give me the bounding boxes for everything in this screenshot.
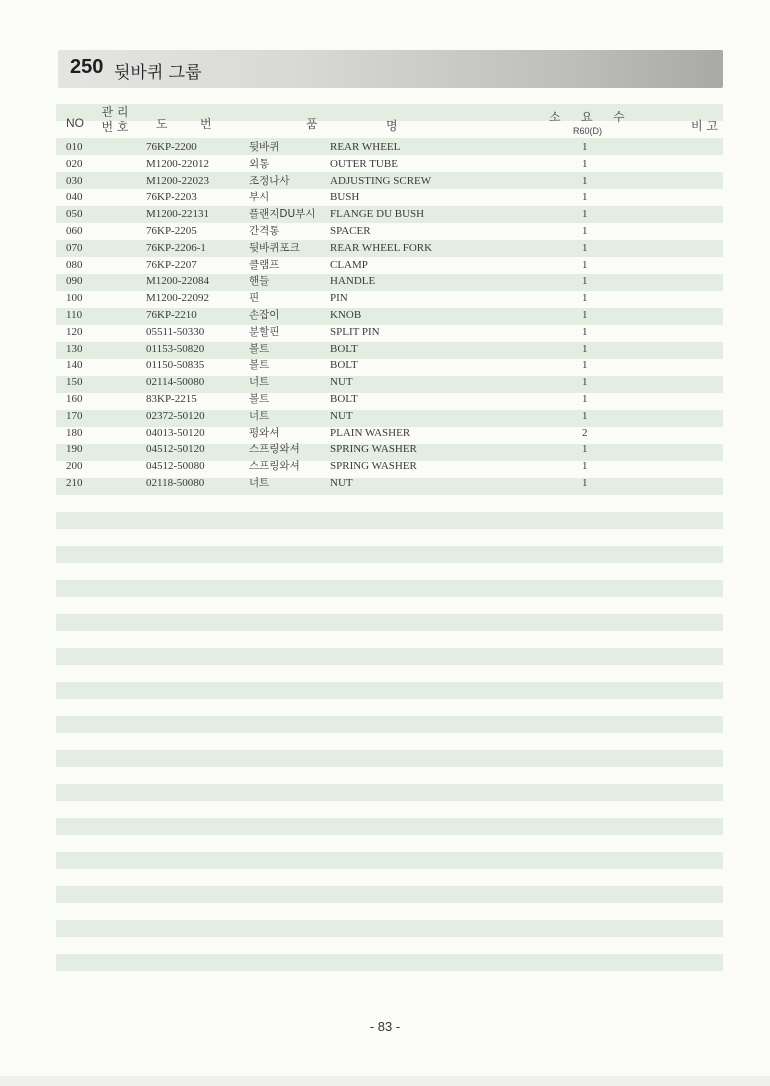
part-name-english: SPRING WASHER: [330, 460, 417, 473]
part-number: 76KP-2206-1: [146, 241, 206, 254]
part-name-english: BUSH: [330, 191, 360, 204]
section-number: 250: [70, 56, 104, 78]
part-name-korean: 핀: [249, 292, 260, 305]
header-name-myeong: 명: [386, 119, 398, 133]
header-drawing-beon: 번: [200, 117, 212, 131]
table-row: [0, 206, 770, 223]
part-quantity: 1: [582, 359, 588, 372]
part-name-korean: 너트: [249, 376, 270, 389]
part-number: 05511-50330: [146, 325, 205, 338]
table-row: [0, 441, 770, 458]
header-mgmt-line1: 관 리: [101, 105, 129, 119]
part-quantity: 1: [582, 241, 588, 254]
part-name-korean: 조정나사: [249, 174, 290, 187]
part-index: 160: [66, 392, 83, 405]
table-row: [0, 341, 770, 358]
part-index: 170: [66, 409, 83, 422]
table-row: [0, 257, 770, 274]
part-name-korean: 부시: [249, 191, 270, 204]
part-index: 020: [66, 157, 83, 170]
part-index: 210: [66, 476, 83, 489]
part-number: 02118-50080: [146, 476, 205, 489]
header-name-pum: 품: [306, 117, 318, 131]
part-index: 050: [66, 208, 83, 221]
table-row: [0, 357, 770, 374]
part-name-korean: 스프링와셔: [249, 460, 300, 473]
header-qty-yo: 요: [581, 110, 593, 124]
part-name-korean: 뒷바퀴: [249, 141, 280, 153]
part-name-english: SPACER: [330, 224, 371, 237]
part-number: 01153-50820: [146, 342, 205, 355]
part-quantity: 1: [582, 325, 588, 338]
part-index: 100: [66, 292, 83, 305]
part-name-korean: 너트: [249, 409, 270, 422]
part-index: 030: [66, 174, 83, 187]
part-name-korean: 손잡이: [249, 308, 280, 321]
part-name-korean: 외통: [249, 157, 270, 170]
part-name-english: REAR WHEEL FORK: [330, 241, 433, 254]
part-index: 090: [66, 275, 83, 288]
part-name-korean: 너트: [249, 476, 270, 489]
part-number: 76KP-2203: [146, 191, 197, 204]
part-number: 76KP-2207: [146, 258, 197, 271]
part-quantity: 1: [582, 258, 588, 271]
part-index: 080: [66, 258, 83, 271]
part-name-english: REAR WHEEL: [330, 141, 401, 153]
table-row: [0, 290, 770, 307]
part-name-korean: 핸들: [249, 275, 270, 288]
part-number: 04013-50120: [146, 426, 205, 439]
header-drawing-do: 도: [156, 117, 168, 131]
part-quantity: 1: [582, 308, 588, 321]
part-quantity: 1: [582, 292, 588, 305]
header-management-number: [101, 105, 129, 135]
part-number: M1200-22092: [146, 292, 209, 305]
part-quantity: 1: [582, 342, 588, 355]
part-number: 76KP-2200: [146, 141, 197, 153]
part-index: 150: [66, 376, 83, 389]
table-row: [0, 408, 770, 425]
part-index: 200: [66, 460, 83, 473]
part-index: 110: [66, 308, 83, 321]
table-row: [0, 173, 770, 190]
part-quantity: 1: [582, 460, 588, 473]
part-quantity: 1: [582, 157, 588, 170]
part-index: 010: [66, 141, 83, 153]
part-number: 76KP-2210: [146, 308, 197, 321]
parts-list: [0, 139, 770, 492]
table-row: [0, 223, 770, 240]
header-remarks: 비 고: [691, 119, 718, 133]
part-name-english: PIN: [330, 292, 348, 305]
part-index: 060: [66, 224, 83, 237]
table-row: [0, 273, 770, 290]
part-index: 040: [66, 191, 83, 204]
header-model: R60(D): [573, 126, 603, 136]
part-name-korean: 볼트: [249, 342, 270, 355]
table-row: [0, 458, 770, 475]
part-name-korean: 플랜지DU부시: [249, 208, 316, 221]
part-quantity: 1: [582, 443, 588, 456]
section-title: 뒷바퀴 그룹: [114, 63, 202, 83]
header-qty-so: 소: [549, 110, 561, 124]
table-row: [0, 307, 770, 324]
part-number: 02372-50120: [146, 409, 205, 422]
table-row: [0, 391, 770, 408]
header-qty-su: 수: [613, 110, 625, 124]
part-name-english: NUT: [330, 376, 353, 389]
part-number: M1200-22131: [146, 208, 209, 221]
table-row: [0, 139, 770, 156]
part-index: 140: [66, 359, 83, 372]
part-name-english: OUTER TUBE: [330, 157, 398, 170]
part-name-korean: 볼트: [249, 392, 270, 405]
part-name-korean: 간격통: [249, 224, 280, 237]
part-name-english: HANDLE: [330, 275, 376, 288]
part-index: 190: [66, 443, 83, 456]
part-name-english: BOLT: [330, 342, 358, 355]
part-number: M1200-22012: [146, 157, 209, 170]
header-mgmt-line2: 번 호: [101, 120, 129, 134]
table-row: [0, 240, 770, 257]
part-name-english: BOLT: [330, 359, 358, 372]
part-quantity: 1: [582, 224, 588, 237]
part-name-english: SPRING WASHER: [330, 443, 417, 456]
part-quantity: 1: [582, 191, 588, 204]
part-quantity: 2: [582, 426, 588, 439]
part-name-english: FLANGE DU BUSH: [330, 208, 425, 221]
part-name-english: SPLIT PIN: [330, 325, 380, 338]
part-name-english: NUT: [330, 476, 353, 489]
part-quantity: 1: [582, 174, 588, 187]
part-name-korean: 볼트: [249, 359, 270, 372]
part-index: 120: [66, 325, 83, 338]
part-quantity: 1: [582, 392, 588, 405]
part-name-korean: 뒷바퀴포크: [249, 241, 300, 254]
section-title-bar: [58, 50, 723, 88]
part-number: 02114-50080: [146, 376, 205, 389]
page-number: - 83 -: [369, 1019, 401, 1034]
part-number: M1200-22084: [146, 275, 209, 288]
part-number: 01150-50835: [146, 359, 205, 372]
part-number: 04512-50080: [146, 460, 205, 473]
part-index: 180: [66, 426, 83, 439]
part-quantity: 1: [582, 476, 588, 489]
table-row: [0, 475, 770, 492]
part-number: 04512-50120: [146, 443, 205, 456]
table-row: [0, 374, 770, 391]
part-index: 070: [66, 241, 83, 254]
part-name-korean: 평와셔: [249, 426, 280, 439]
table-row: [0, 156, 770, 173]
bottom-edge: [0, 1076, 770, 1086]
table-row: [0, 189, 770, 206]
part-name-english: CLAMP: [330, 258, 368, 271]
part-quantity: 1: [582, 275, 588, 288]
part-quantity: 1: [582, 208, 588, 221]
part-name-english: NUT: [330, 409, 353, 422]
part-name-korean: 클램프: [249, 258, 280, 271]
part-name-korean: 분할핀: [249, 325, 280, 338]
part-name-korean: 스프링와셔: [249, 443, 300, 456]
part-quantity: 1: [582, 409, 588, 422]
part-quantity: 1: [582, 376, 588, 389]
table-row: [0, 425, 770, 442]
part-number: 76KP-2205: [146, 224, 197, 237]
part-number: M1200-22023: [146, 174, 209, 187]
part-number: 83KP-2215: [146, 392, 197, 405]
header-no: NO: [66, 116, 84, 130]
table-row: [0, 324, 770, 341]
part-index: 130: [66, 342, 83, 355]
part-quantity: 1: [582, 141, 588, 153]
part-name-english: PLAIN WASHER: [330, 426, 411, 439]
part-name-english: KNOB: [330, 308, 362, 321]
part-name-english: BOLT: [330, 392, 358, 405]
part-name-english: ADJUSTING SCREW: [330, 174, 432, 187]
